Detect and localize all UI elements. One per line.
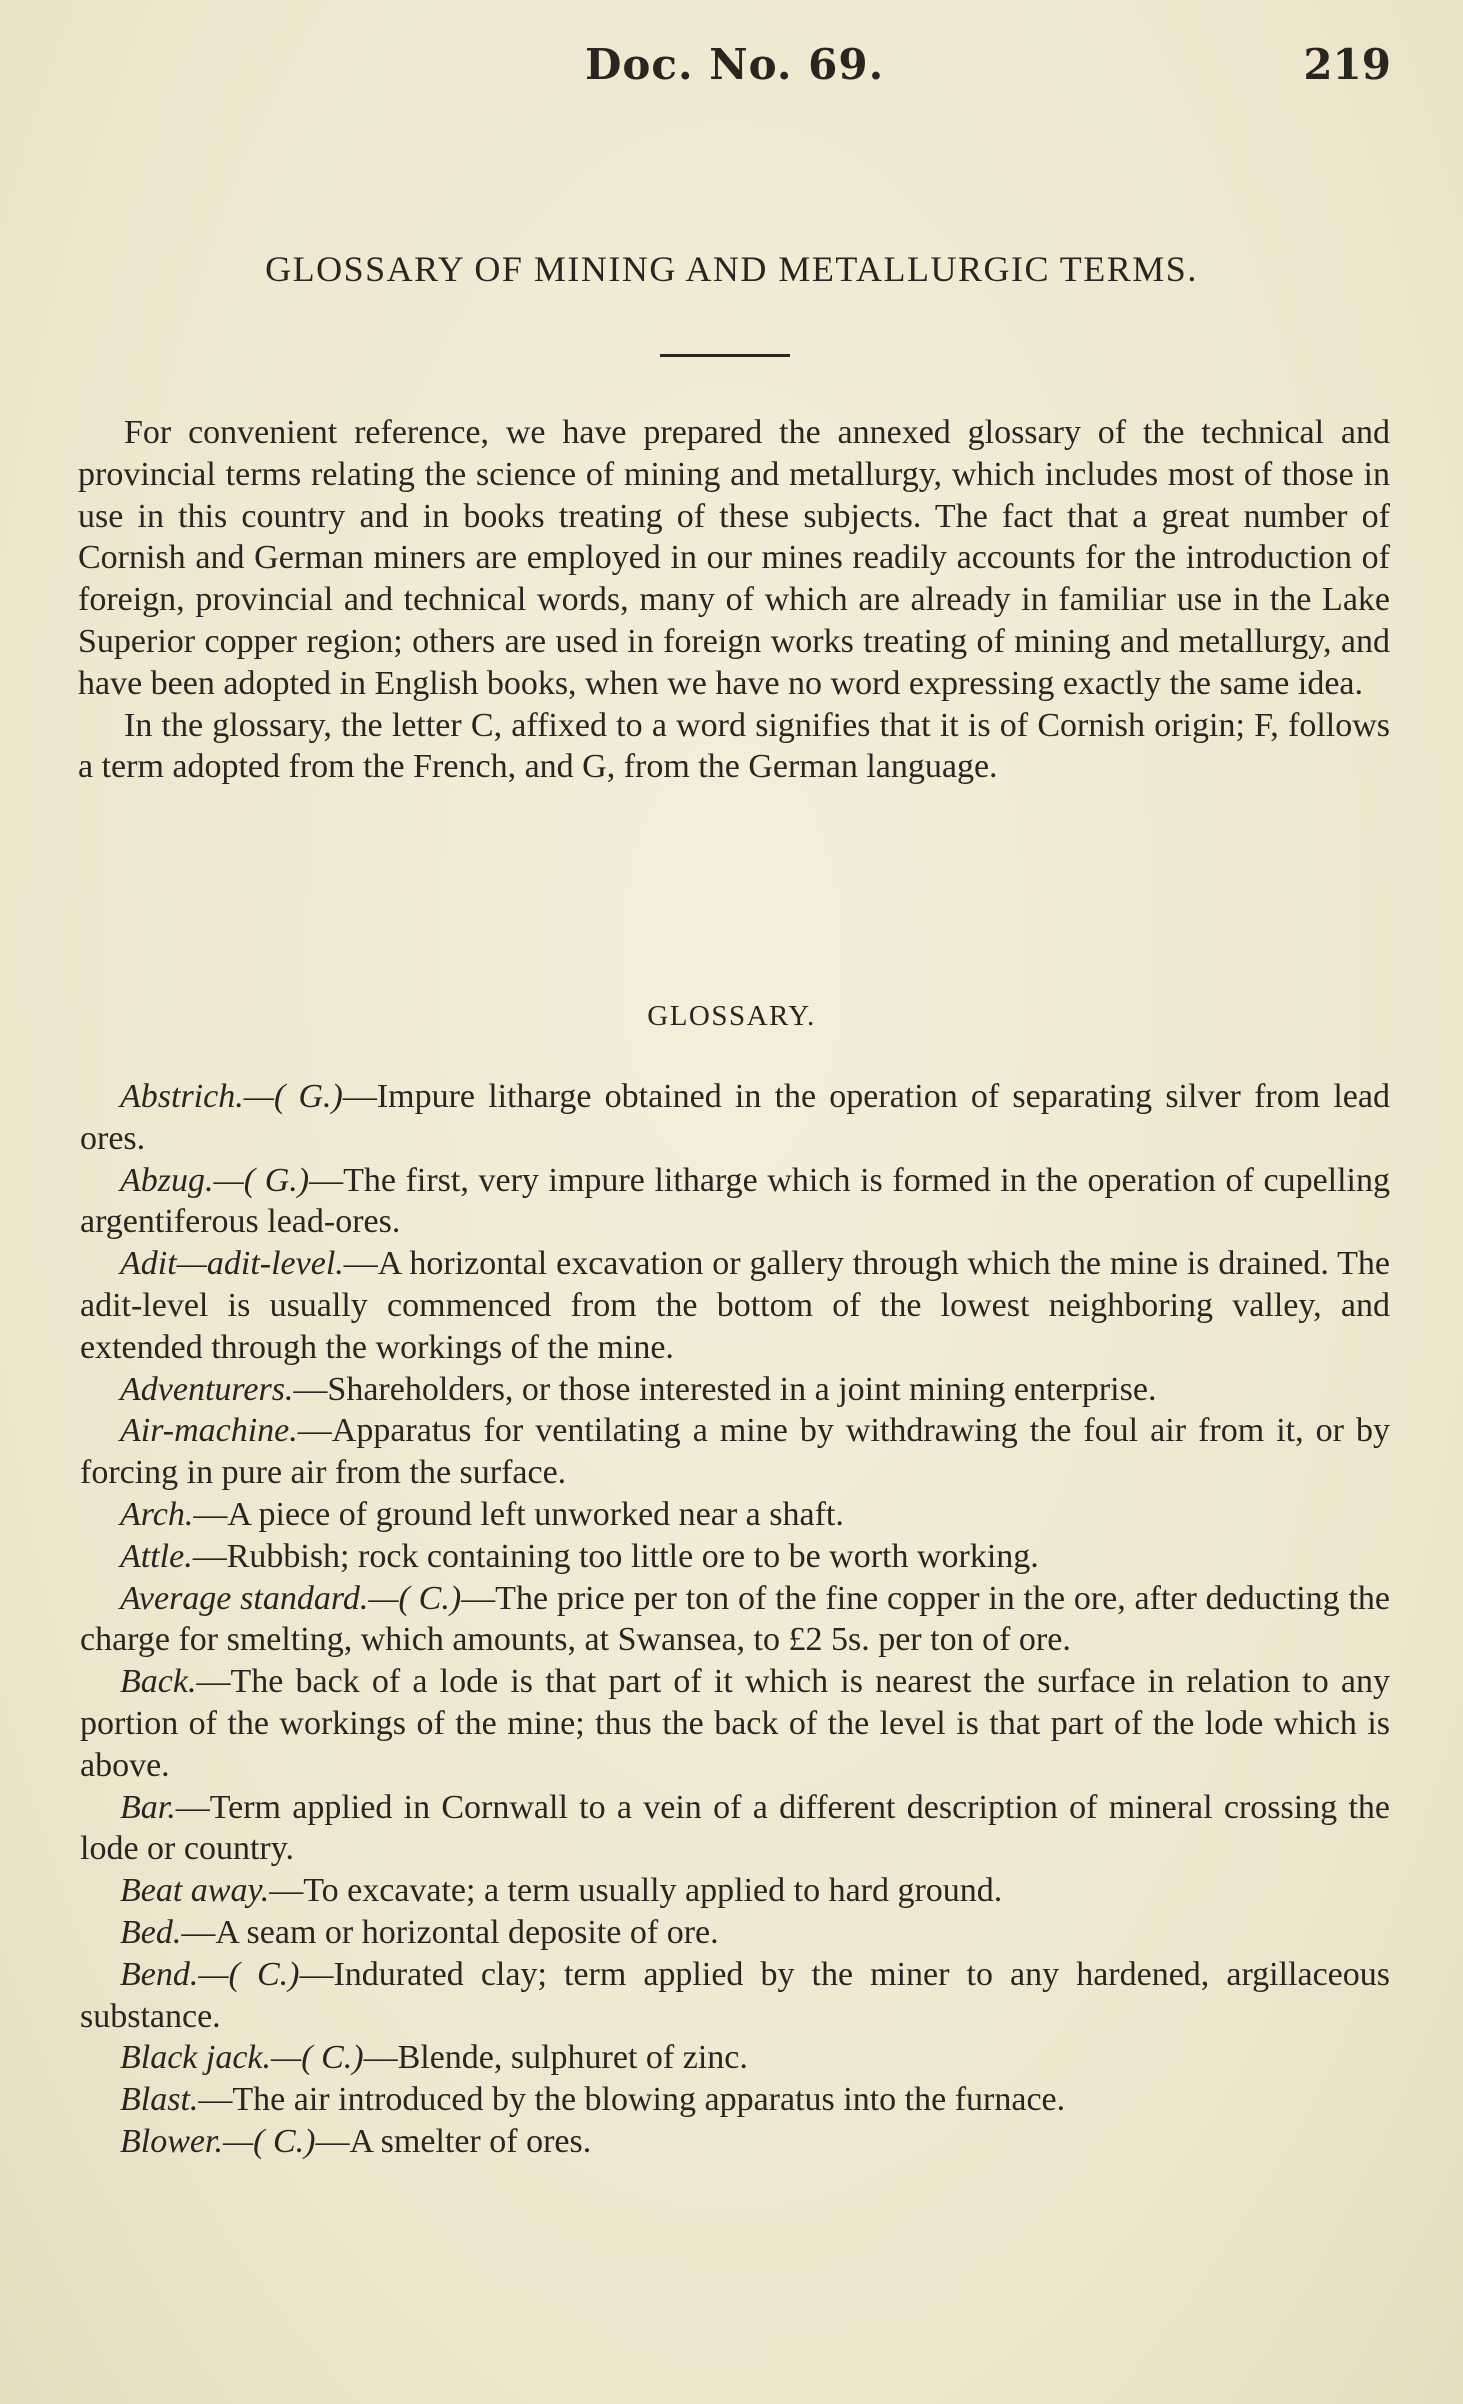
entry-term: Adventurers. — [120, 1370, 294, 1408]
entry-definition: —Apparatus for ventilating a mine by withdrawing the foul air from it, or by forcing in pure air from the surface. — [80, 1412, 1390, 1492]
entry-definition: —The first, very impure litharge which is formed in the operation of cupelling argentiferous lead-ores. — [80, 1161, 1390, 1241]
entry-term: Air-machine. — [120, 1412, 298, 1450]
glossary-entry — [80, 2037, 1390, 2079]
entry-definition: —A horizontal excavation or gallery through which the mine is drained. The adit-level is usually commenced from the bottom of the lowest neighboring valley, and extended through the workings of the mine. — [80, 1245, 1390, 1366]
glossary-entry — [80, 1578, 1390, 1662]
glossary-entry — [80, 1661, 1390, 1786]
intro-section — [78, 412, 1390, 788]
entry-term: Blast. — [120, 2081, 199, 2119]
entry-term: Abzug.—( G.) — [120, 1161, 310, 1199]
page-header — [0, 40, 1463, 100]
entry-definition: —To excavate; a term usually applied to hard ground. — [269, 1872, 1003, 1910]
entry-term: Black jack.—( C.) — [120, 2039, 364, 2077]
entry-definition: —A seam or horizontal deposite of ore. — [181, 1913, 719, 1951]
entry-definition: —Rubbish; rock containing too little ore to be worth working. — [192, 1537, 1039, 1575]
entry-term: Arch. — [120, 1495, 194, 1533]
glossary-list — [80, 1076, 1390, 2163]
glossary-entry — [80, 1410, 1390, 1494]
glossary-entry — [80, 1243, 1390, 1368]
glossary-heading: GLOSSARY. — [647, 1000, 816, 1032]
entry-definition: —Indurated clay; term applied by the miner to any hardened, argillaceous substance. — [80, 1955, 1390, 2035]
entry-definition: —Impure litharge obtained in the operation of separating silver from lead ores. — [80, 1078, 1390, 1157]
glossary-entry — [80, 1369, 1390, 1411]
glossary-entry — [80, 2079, 1390, 2121]
entry-term: Beat away. — [120, 1872, 270, 1910]
title-divider — [660, 354, 790, 357]
entry-term: Bed. — [120, 1913, 182, 1951]
glossary-entry — [80, 1536, 1390, 1578]
entry-term: Average standard.—( C.) — [120, 1579, 462, 1617]
entry-definition: —The back of a lode is that part of it which is nearest the surface in relation to any portion of the workings of the mine; thus the back of the level is that part of the lode which is above. — [80, 1663, 1390, 1784]
page-number: 219 — [1303, 40, 1391, 89]
entry-definition: —The air introduced by the blowing apparatus into the furnace. — [198, 2081, 1066, 2119]
glossary-entry — [80, 1494, 1390, 1536]
entry-term: Back. — [120, 1663, 197, 1701]
glossary-entry — [80, 2121, 1390, 2163]
document-number: Doc. No. 69. — [585, 40, 885, 89]
glossary-entry — [80, 1160, 1390, 1244]
entry-definition: —A smelter of ores. — [315, 2122, 592, 2160]
page-title: GLOSSARY OF MINING AND METALLURGIC TERMS. — [265, 249, 1198, 289]
entry-term: Blower.—( C.) — [120, 2122, 316, 2160]
glossary-entry — [80, 1954, 1390, 2038]
glossary-entry — [80, 1870, 1390, 1912]
entry-definition: —Blende, sulphuret of zinc. — [363, 2039, 748, 2077]
entry-definition: —Shareholders, or those interested in a joint mining enterprise. — [293, 1370, 1157, 1408]
entry-term: Attle. — [120, 1537, 193, 1575]
glossary-entry — [80, 1076, 1390, 1160]
entry-definition: —A piece of ground left unworked near a shaft. — [193, 1495, 844, 1533]
intro-paragraph: In the glossary, the letter C, affixed to a word signifies that it is of Cornish origin; F, follows a term adopted from the French, and G, from the German language. — [78, 706, 1390, 786]
entry-definition: —The price per ton of the fine copper in the ore, after deducting the charge for smelting, which amounts, at Swansea, to £2 5s. per ton of ore. — [80, 1579, 1390, 1659]
intro-paragraph: For convenient reference, we have prepared the annexed glossary of the technical and provincial terms relating the science of mining and metallurgy, which includes most of those in use in this country and in books treating of these subjects. The fact that a great number of Cornish and German miners are employed in our mines readily accounts for the introduction of foreign, provincial and technical words, many of which are already in familiar use in the Lake Superior copper region; others are used in foreign works treating of mining and metallurgy, and have been adopted in English books, when we have no word expressing exactly the same idea. — [78, 414, 1390, 702]
glossary-entry — [80, 1787, 1390, 1871]
entry-term: Adit—adit-level. — [120, 1245, 344, 1283]
entry-term: Bar. — [120, 1788, 176, 1826]
entry-term: Bend.—( C.) — [120, 1955, 300, 1993]
glossary-entry — [80, 1912, 1390, 1954]
entry-definition: —Term applied in Cornwall to a vein of a different description of mineral crossing the lode or country. — [80, 1788, 1390, 1868]
entry-term: Abstrich.—( G.) — [120, 1078, 343, 1115]
